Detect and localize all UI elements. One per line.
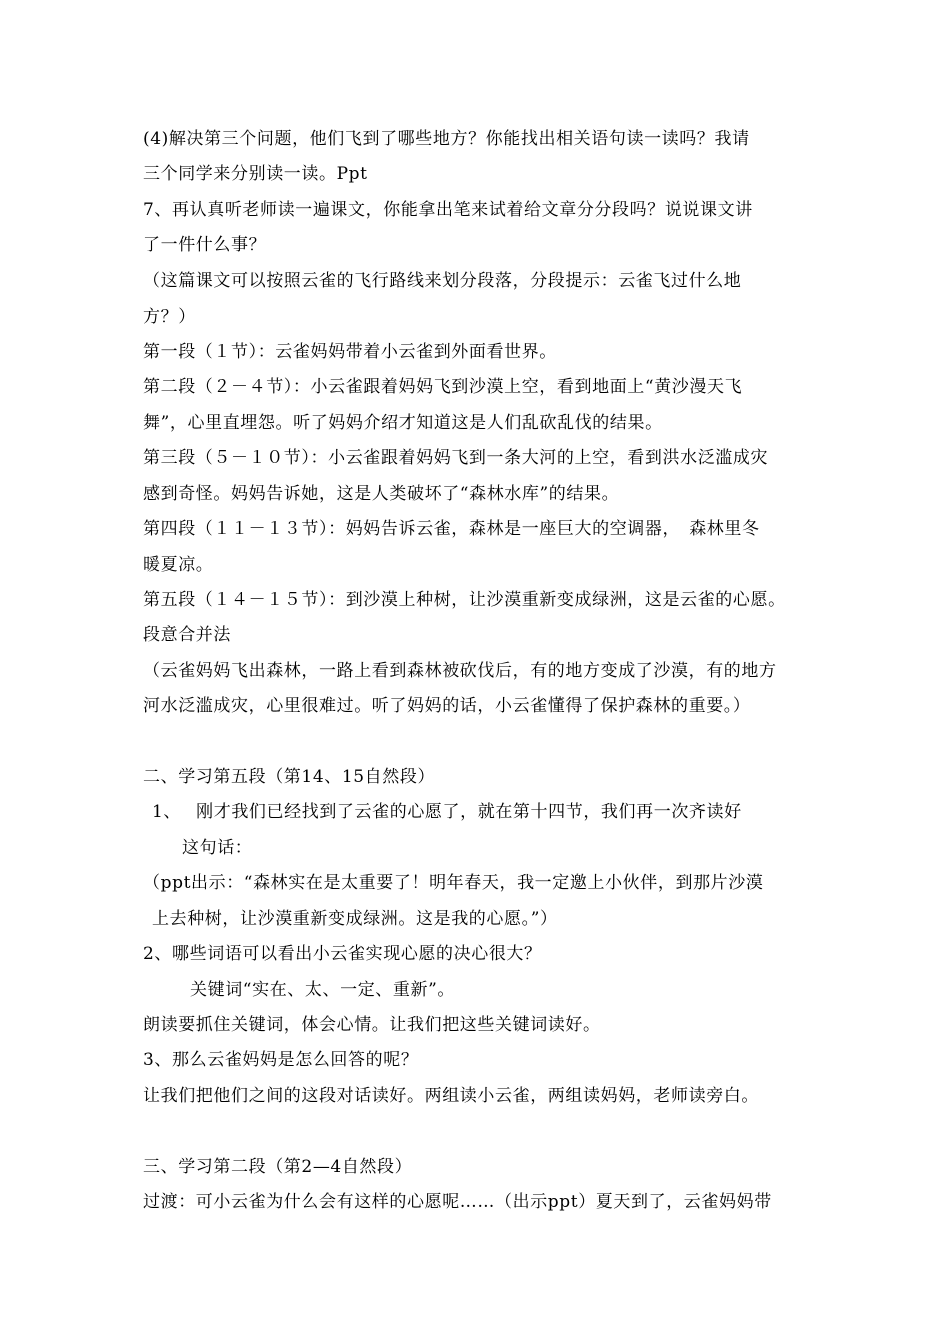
text-line: 暖夏凉。: [143, 555, 214, 575]
text-line: 上去种树，让沙漠重新变成绿洲。这是我的心愿。”）: [152, 909, 558, 929]
text-line: 3、那么云雀妈妈是怎么回答的呢？: [143, 1050, 419, 1070]
text-line: 过渡：可小云雀为什么会有这样的心愿呢……（出示ppt）夏天到了，云雀妈妈带: [143, 1192, 772, 1212]
text-line: 河水泛滥成灾，心里很难过。听了妈妈的话，小云雀懂得了保护森林的重要。）: [143, 696, 751, 716]
text-line: 1、 刚才我们已经找到了云雀的心愿了，就在第十四节，我们再一次齐读好: [152, 802, 742, 822]
text-line: 7、再认真听老师读一遍课文，你能拿出笔来试着给文章分分段吗？说说课文讲: [143, 200, 753, 220]
text-line: （ppt出示：“森林实在是太重要了！明年春天，我一定邀上小伙伴，到那片沙漠: [143, 873, 764, 893]
text-line: 关键词“实在、太、一定、重新”。: [190, 980, 455, 1000]
text-line: 方？）: [143, 307, 196, 327]
text-line: 第三段（５－１０节）：小云雀跟着妈妈飞到一条大河的上空，看到洪水泛滥成灾: [143, 448, 769, 468]
text-line: 舞”，心里直埋怨。听了妈妈介绍才知道这是人们乱砍乱伐的结果。: [143, 413, 663, 433]
text-line: 第四段（１１－１３节）：妈妈告诉云雀，森林是一座巨大的空调器， 森林里冬: [143, 519, 760, 539]
text-line: 三个同学来分别读一读。Ppt: [143, 164, 368, 184]
section-heading: 三、学习第二段（第2—4自然段）: [143, 1157, 413, 1177]
text-line: 第五段（１４－１５节）：到沙漠上种树，让沙漠重新变成绿洲，这是云雀的心愿。: [143, 590, 786, 610]
text-line: 朗读要抓住关键词，体会心情。让我们把这些关键词读好。: [143, 1015, 601, 1035]
text-line: 让我们把他们之间的这段对话读好。两组读小云雀，两组读妈妈，老师读旁白。: [143, 1086, 759, 1106]
text-line: 了一件什么事？: [143, 235, 267, 255]
text-line: （云雀妈妈飞出森林，一路上看到森林被砍伐后，有的地方变成了沙漠，有的地方: [143, 661, 777, 681]
text-line: 段意合并法: [143, 625, 231, 645]
text-line: （这篇课文可以按照云雀的飞行路线来划分段落，分段提示：云雀飞过什么地: [143, 271, 742, 291]
section-heading: 二、学习第五段（第14、15自然段）: [143, 767, 436, 787]
text-line: 这句话：: [182, 838, 253, 858]
text-line: 2、哪些词语可以看出小云雀实现心愿的决心很大？: [143, 944, 542, 964]
text-line: (4)解决第三个问题，他们飞到了哪些地方？你能找出相关语句读一读吗？我请: [143, 129, 750, 149]
text-line: 感到奇怪。妈妈告诉她，这是人类破坏了“森林水库”的结果。: [143, 484, 620, 504]
text-line: 第二段（２－４节）：小云雀跟着妈妈飞到沙漠上空，看到地面上“黄沙漫天飞: [143, 377, 743, 397]
text-line: 第一段（１节）：云雀妈妈带着小云雀到外面看世界。: [143, 342, 557, 362]
